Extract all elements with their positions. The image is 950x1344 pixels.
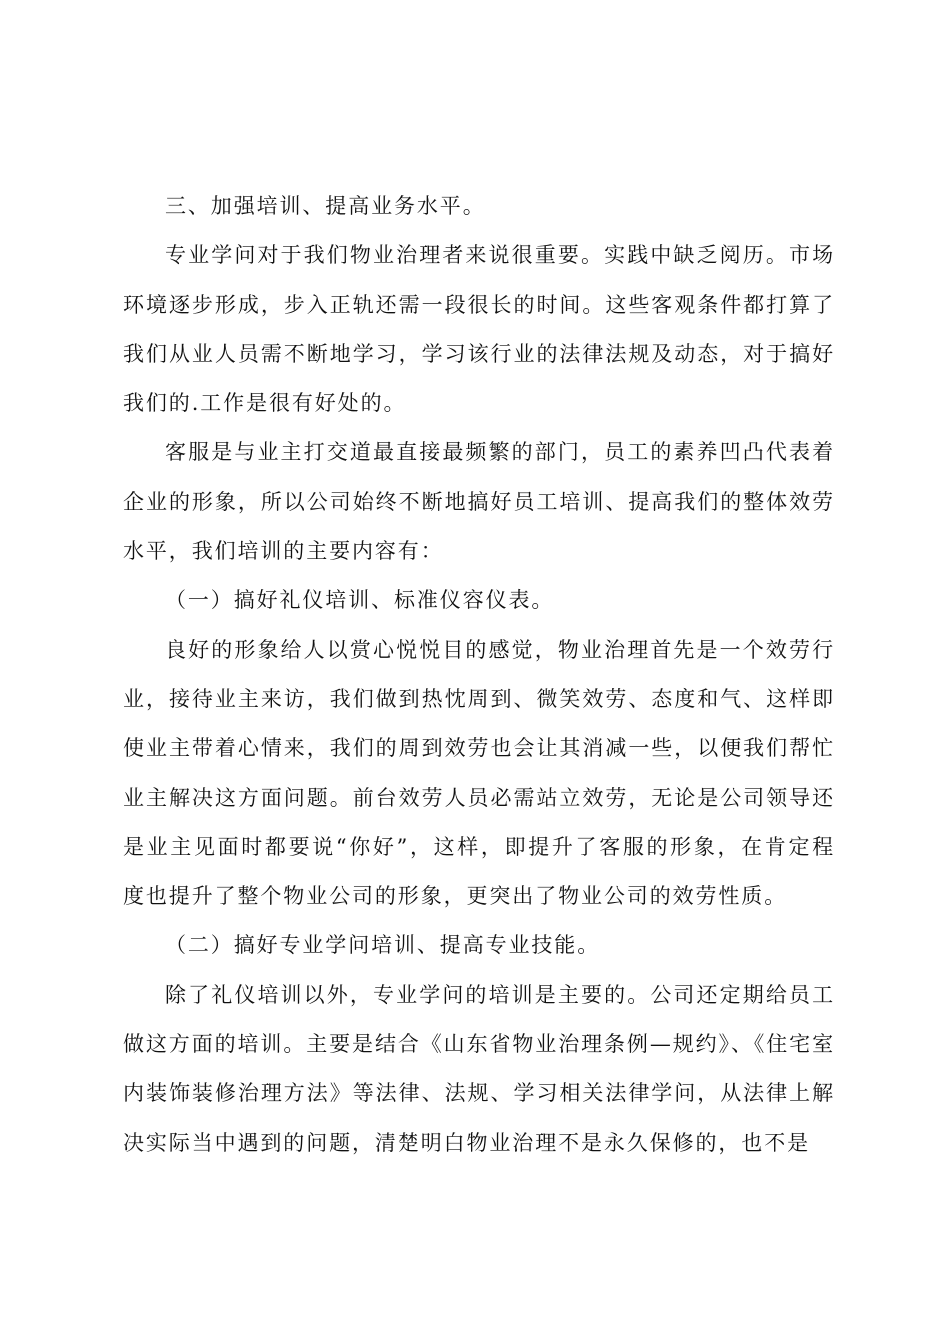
paragraph: 专业学问对于我们物业治理者来说很重要。实践中缺乏阅历。市场环境逐步形成，步入正轨还需一段很长的时间。这些客观条件都打算了我们从业人员需不断地学习，学习该行业的法律法规及动态，对于搞好我们的.工作是很有好处的。 [123, 243, 835, 416]
subsection-heading: （一）搞好礼仪培训、标准仪容仪表。 [165, 588, 555, 613]
paragraph: 客服是与业主打交道最直接最频繁的部门，员工的素养凹凸代表着企业的形象，所以公司始终不断地搞好员工培训、提高我们的整体效劳水平，我们培训的主要内容有： [123, 440, 835, 564]
section-heading: 三、加强培训、提高业务水平。 [165, 194, 486, 218]
paragraph: 除了礼仪培训以外，专业学问的培训是主要的。公司还定期给员工做这方面的培训。主要是结合《山东省物业治理条例—规约》、《住宅室内装饰装修治理方法》等法律、法规、学习相关法律学问，从法律上解决实际当中遇到的问题，清楚明白物业治理不是永久保修的，也不是 [123, 982, 835, 1155]
subsection-heading: （二）搞好专业学问培训、提高专业技能。 [165, 933, 601, 958]
document-body [123, 182, 835, 1168]
paragraph: 良好的形象给人以赏心悦悦目的感觉，物业治理首先是一个效劳行业，接待业主来访，我们做到热忱周到、微笑效劳、态度和气、这样即使业主带着心情来，我们的周到效劳也会让其消减一些，以便我们帮忙业主解决这方面问题。前台效劳人员必需站立效劳，无论是公司领导还是业主见面时都要说“你好”，这样，即提升了客服的形象，在肯定程度也提升了整个物业公司的形象，更突出了物业公司的效劳性质。 [123, 637, 835, 909]
